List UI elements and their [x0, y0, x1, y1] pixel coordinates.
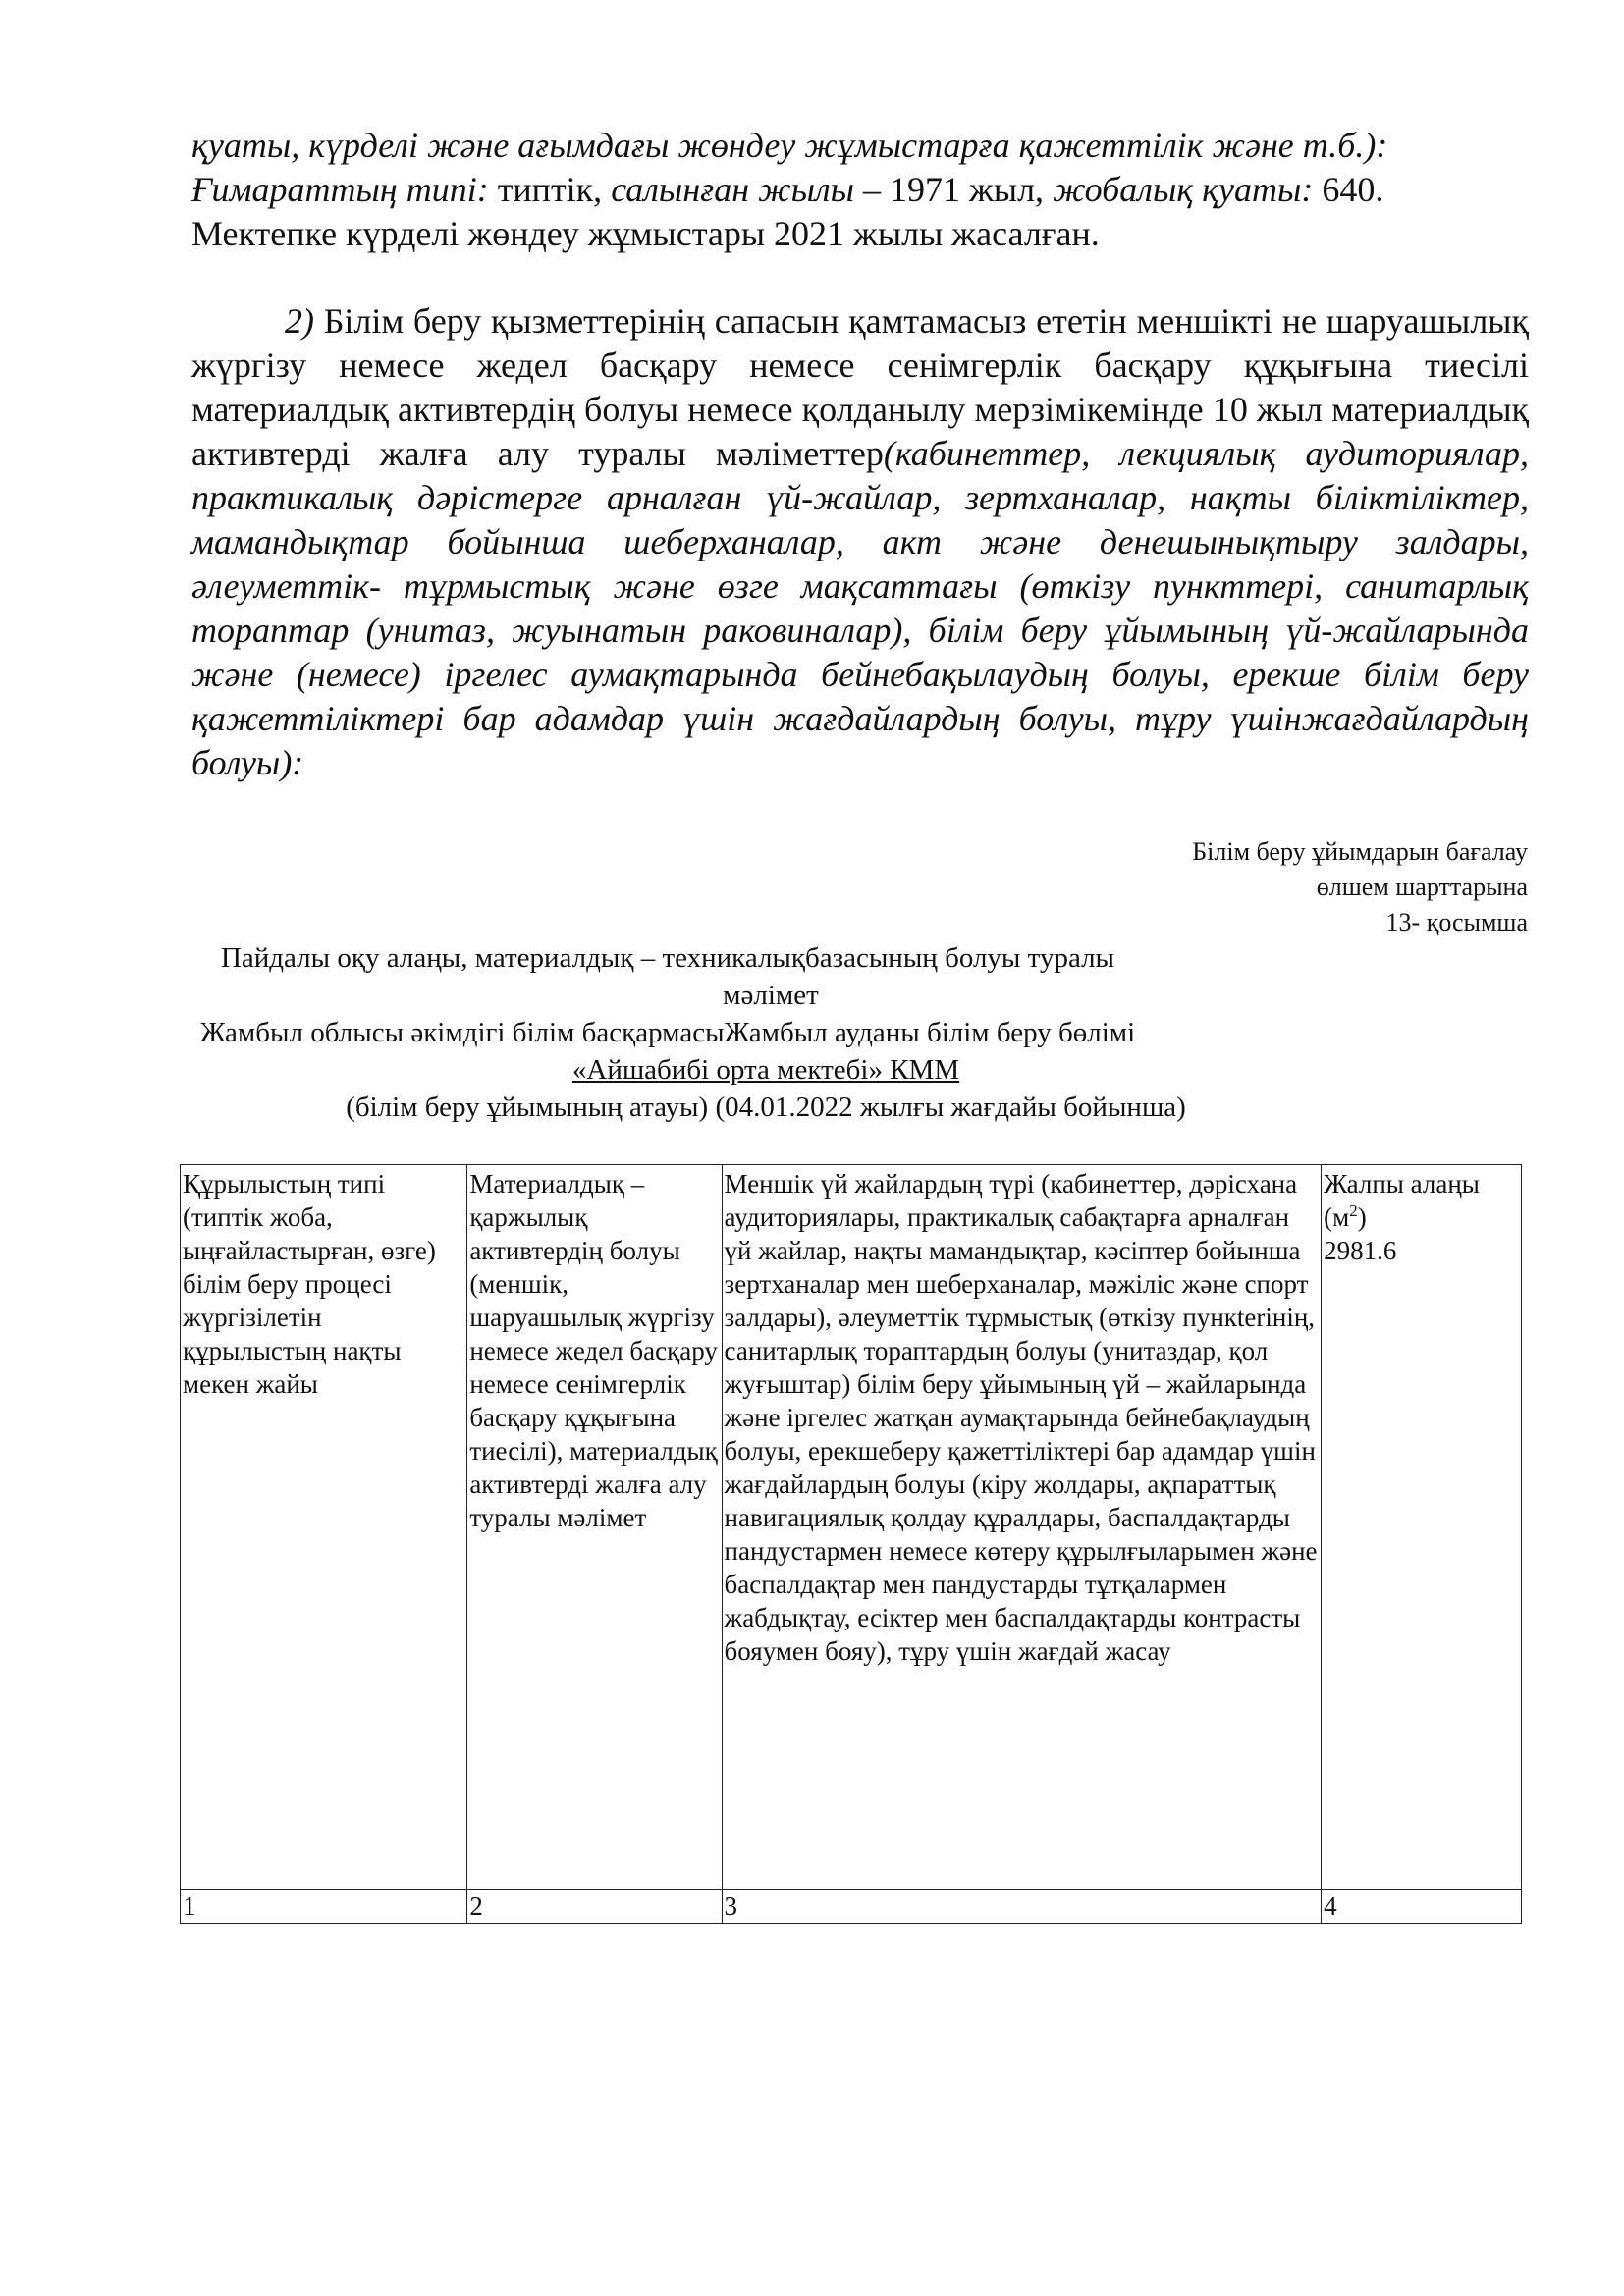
heading-line: Пайдалы оқу алаңы, материалдық – техникалықбазасының болуы туралы	[220, 942, 1115, 974]
area-unit-superscript: 2	[1349, 1201, 1358, 1220]
column-number-cell: 2	[467, 1890, 722, 1924]
column-number-cell: 3	[722, 1890, 1322, 1924]
paragraph-text: Білім беру қызметтерінің сапасын қамтамасыз ететін меншікті не шаруашылық жүргізу немесе жедел басқару немесе сенімгерлік басқару құқығына тиесілі материалдық активтердің болуы немесе қолданылу мерзімікемінде 10 жыл материалдық активтерді жалға алу туралы мәліметтер	[191, 301, 1529, 473]
table-header-row	[181, 1165, 1522, 1890]
column-number-cell: 4	[1322, 1890, 1522, 1924]
building-type-value: типтік,	[488, 170, 612, 209]
table-heading	[0, 939, 1335, 1126]
heading-line: мәлімет	[723, 980, 819, 1011]
assets-table	[180, 1164, 1522, 1924]
paragraph-line: қуаты, күрделі және ағымдағы жөндеу жұмыстарға қажеттілік және т.б.):	[191, 126, 1388, 165]
table-row	[181, 1890, 1522, 1924]
capacity-value: 640.	[1313, 170, 1384, 209]
heading-line: Жамбыл облысы әкімдігі білім басқармасыЖамбыл ауданы білім беру бөлімі	[199, 1017, 1136, 1048]
material-assets-paragraph	[191, 299, 1529, 785]
built-year-value: – 1971 жыл,	[854, 170, 1054, 209]
building-info-paragraph	[191, 124, 1527, 256]
total-area-label: Жалпы алаңы (м	[1324, 1169, 1480, 1232]
total-area-value: 2981.6	[1324, 1236, 1397, 1265]
appendix-line: өлшем шарттарына	[1316, 873, 1528, 901]
building-details-line	[191, 168, 1527, 212]
header-cell-building-type: Құрылыстың типі (типтік жоба, ыңғайластырған, өзге) білім беру процесі жүргізілетін құрылыстың нақты мекен жайы	[181, 1165, 467, 1890]
heading-line: (білім беру ұйымының атауы) (04.01.2022 жылғы жағдайы бойынша)	[346, 1092, 1186, 1123]
total-area-label-end: )	[1357, 1202, 1367, 1232]
header-cell-premises-type: Меншік үй жайлардың түрі (кабинеттер, дәрісхана аудиториялары, практикалық сабақтарға арналған үй жайлар, нақты мамандықтар, кәсіптер бойынша зертханалар мен шеберханалар, мәжіліс және спорт залдары), әлеуметтік тұрмыстық (өткізу пункterінің, санитарлық тораптардың болуы (унитаздар, қол жуғыштар) білім беру ұйымының үй – жайларында және іргелес жатқан аумақтарында бейнебақлаудың болуы, ерекшеберу қажеттіліктері бар адамдар үшін жағдайлардың болуы (кіру жолдары, ақпараттық навигациялық қолдау құралдары, баспалдақтарды пандустармен немесе көтеру құрылғыларымен және баспалдақтар мен пандустарды тұтқалармен жабдықтау, есіктер мен баспалдақтарды контрасты бояумен бояу), тұру үшін жағдай жасау	[722, 1165, 1322, 1890]
appendix-note	[1192, 834, 1528, 940]
capacity-label: жобалық қуаты:	[1053, 170, 1314, 209]
appendix-line: 13- қосымша	[1385, 908, 1528, 936]
renovation-line: Мектепке күрделі жөндеу жұмыстары 2021 жылы жасалған.	[191, 214, 1100, 253]
paragraph-italic-text: (кабинеттер, лекциялық аудиториялар, практикалық дәрістерге арналған үй-жайлар, зертханалар, нақты біліктіліктер, мамандықтар бойынша шеберханалар, акт және денешынықтыру залдары, әлеуметтік- тұрмыстық және өзге мақсаттағы (өткізу пункттері, санитарлық тораптар (унитаз, жуынатын раковиналар), білім беру ұйымының үй-жайларында және (немесе) іргелес аумақтарында бейнебақылаудың болуы, ерекше білім беру қажеттіліктері бар адамдар үшін жағдайлардың болуы, тұру үшінжағдайлардың болуы):	[191, 434, 1529, 782]
header-cell-material-assets: Материалдық – қаржылық активтердің болуы (меншік, шаруашылық жүргізу немесе жедел басқару немесе сенімгерлік басқару құқығына тиесілі), материалдық активтерді жалға алу туралы мәлімет	[467, 1165, 722, 1890]
item-number: 2)	[285, 301, 314, 341]
column-number-cell: 1	[181, 1890, 467, 1924]
school-name: «Айшабибі орта мектебі» КММ	[571, 1054, 960, 1086]
built-year-label: салынған жылы	[611, 170, 855, 209]
header-cell-total-area	[1322, 1165, 1522, 1890]
appendix-line: Білім беру ұйымдарын бағалау	[1192, 837, 1528, 866]
building-type-label: Ғимараттың типі:	[191, 170, 489, 209]
